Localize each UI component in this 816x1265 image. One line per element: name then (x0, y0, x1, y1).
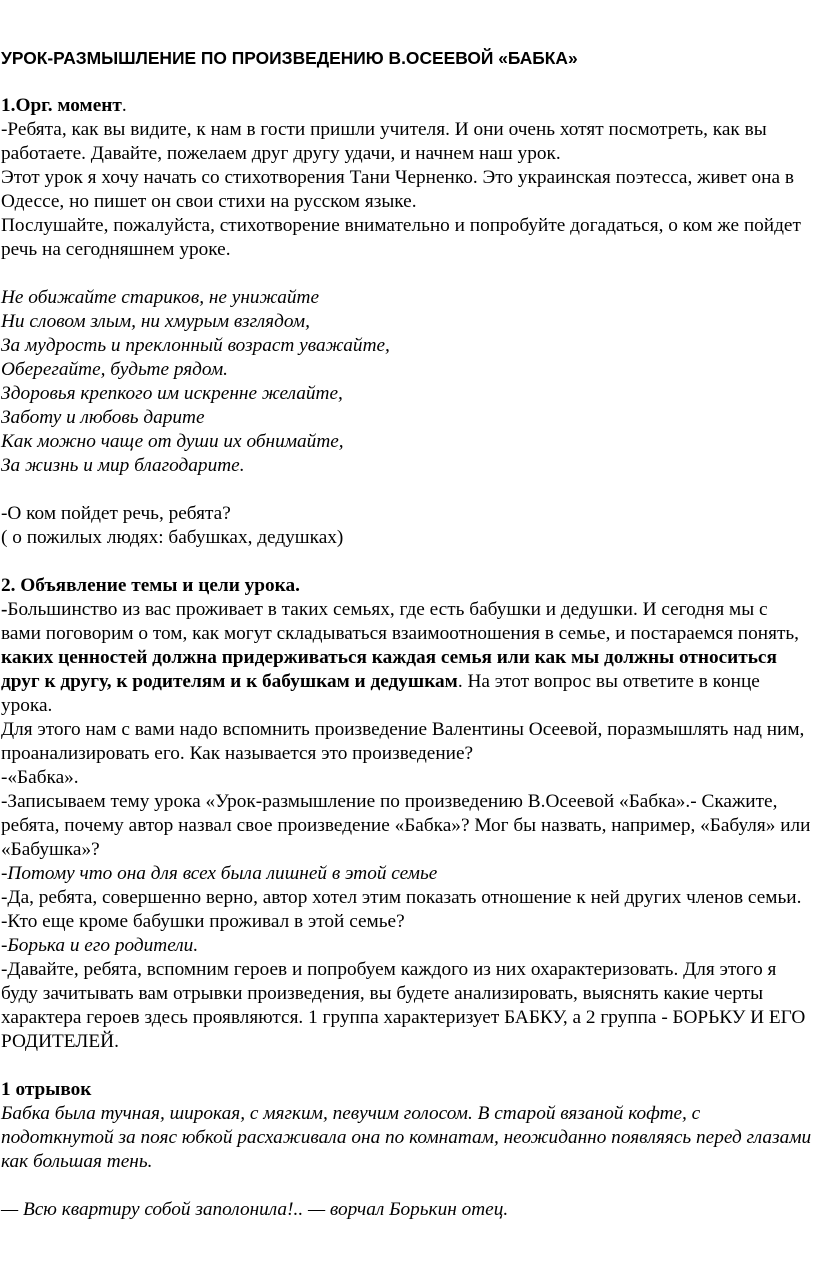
italic-answer: Потому что она для всех была лишней в этой семье (7, 863, 438, 884)
paragraph: -Да, ребята, совершенно верно, автор хотел этим показать отношение к ней других членов семьи. (1, 887, 802, 908)
poem-line: Заботу и любовь дарите (1, 407, 205, 428)
poem-line: Оберегайте, будьте рядом. (1, 359, 228, 380)
poem-line: За жизнь и мир благодарите. (1, 455, 245, 476)
paragraph: -Давайте, ребята, вспомним героев и попробуем каждого из них охарактеризовать. Для этого я буду зачитывать вам отрывки произведения, вы будете анализировать, выяснять какие черты характера героев здесь проявляются. 1 группа характеризует БАБКУ, а 2 группа - БОРЬКУ И ЕГО РОДИТЕЛЕЙ. (1, 959, 806, 1052)
paragraph: -«Бабка». (1, 767, 79, 788)
section-2-heading: 2. Объявление темы и цели урока. (1, 575, 300, 596)
blank-line (1, 262, 812, 286)
blank-line (1, 1054, 812, 1078)
paragraph-text: Большинство из вас проживает в таких семьях, где есть бабушки и дедушки. И сегодня мы с вами поговорим о том, как могут складываться взаимоотношения в семье, и постараемся понять, (1, 599, 799, 644)
paragraph: -Ребята, как вы видите, к нам в гости пришли учителя. И они очень хотят посмотреть, как вы работаете. Давайте, пожелаем друг другу удачи, и начнем наш урок. (1, 119, 767, 164)
paragraph: Этот урок я хочу начать со стихотворения Тани Черненко. Это украинская поэтесса, живет она в Одессе, но пишет он свои стихи на русском языке. (1, 167, 794, 212)
paragraph: Послушайте, пожалуйста, стихотворение внимательно и попробуйте догадаться, о ком же пойдет речь на сегодняшнем уроке. (1, 215, 801, 260)
poem-line: За мудрость и преклонный возраст уважайте, (1, 335, 390, 356)
paragraph (1, 862, 812, 886)
question: -О ком пойдет речь, ребята? (1, 503, 231, 524)
paragraph: -Кто еще кроме бабушки проживал в этой семье? (1, 911, 405, 932)
poem-line: Как можно чаще от души их обнимайте, (1, 431, 344, 452)
blank-line (1, 478, 812, 502)
italic-answer: Борька и его родители. (7, 935, 199, 956)
paragraph: -Записываем тему урока «Урок-размышление по произведению В.Осеевой «Бабка».- Скажите, ребята, почему автор назвал свое произведение «Бабка»? Мог бы назвать, например, «Бабуля» или «Бабушка»? (1, 791, 811, 860)
paragraph (1, 934, 812, 958)
poem-line: Здоровья крепкого им искренне желайте, (1, 383, 343, 404)
answer: ( о пожилых людях: бабушках, дедушках) (1, 527, 344, 548)
poem-line: Не обижайте стариков, не унижайте (1, 287, 320, 308)
document-title: УРОК-РАЗМЫШЛЕНИЕ ПО ПРОИЗВЕДЕНИЮ В.ОСЕЕВОЙ «БАБКА» (1, 48, 578, 68)
paragraph (1, 598, 812, 718)
excerpt-heading: 1 отрывок (1, 1079, 92, 1100)
excerpt-text: Бабка была тучная, широкая, с мягким, певучим голосом. В старой вязаной кофте, с подоткнутой за пояс юбкой расхаживала она по комнатам, неожиданно появляясь перед глазами как большая тень. (1, 1103, 812, 1172)
dash: - (1, 935, 8, 956)
poem-line: Ни словом злым, ни хмурым взглядом, (1, 311, 310, 332)
dash: - (1, 599, 8, 620)
section-1-heading: 1.Орг. момент (1, 95, 122, 116)
bold-emphasis: каких ценностей должна придерживаться каждая семья или как мы должны относиться друг к другу, к родителям и к бабушкам и дедушкам (1, 647, 777, 692)
excerpt-text: — Всю квартиру собой заполонила!.. — ворчал Борькин отец. (1, 1199, 509, 1220)
paragraph-text: . На этот вопрос вы ответите в конце урока. (1, 671, 760, 716)
blank-line (1, 1174, 812, 1198)
paragraph: Для этого нам с вами надо вспомнить произведение Валентины Осеевой, поразмышлять над ним, проанализировать его. Как называется это произведение? (1, 719, 805, 764)
section-1-heading-tail: . (121, 95, 127, 116)
blank-line (1, 550, 812, 574)
dash: - (1, 863, 8, 884)
section-1-heading-line (1, 94, 812, 118)
poem (1, 286, 812, 478)
